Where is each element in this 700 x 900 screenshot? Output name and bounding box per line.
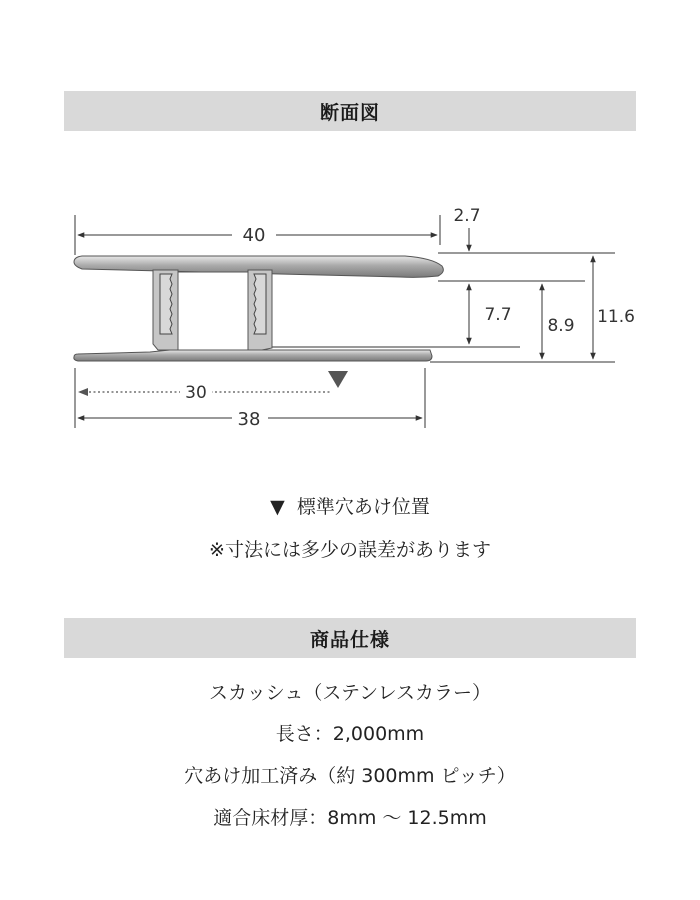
dim-label-30: 30 xyxy=(185,383,207,403)
marker-label: 標準穴あけ位置 xyxy=(296,496,430,518)
hole-marker-legend xyxy=(0,492,700,519)
dim-label-2-7: 2.7 xyxy=(453,206,481,226)
dim-label-11-6: 11.6 xyxy=(597,307,635,327)
marker-symbol: ▼ xyxy=(270,496,285,518)
spec-item-color: スカッシュ（ステンレスカラー） xyxy=(208,682,492,704)
section-header-spec xyxy=(64,618,636,658)
dim-label-38: 38 xyxy=(237,409,261,430)
spec-item-holes: 穴あけ加工済み（約 300mm ピッチ） xyxy=(184,765,516,787)
dim-label-40: 40 xyxy=(242,225,266,246)
spec-item-length: 長さ：2,000mm xyxy=(275,723,425,745)
spec-item-floor-thickness: 適合床材厚：8mm ～ 12.5mm xyxy=(213,807,487,829)
dim-label-8-9: 8.9 xyxy=(547,316,575,336)
section-title: 断面図 xyxy=(319,101,380,124)
section-header-cross-section xyxy=(64,91,636,131)
inner-channel xyxy=(178,272,248,350)
dim-label-7-7: 7.7 xyxy=(484,305,512,325)
section-title: 商品仕様 xyxy=(309,628,390,651)
hole-marker-icon xyxy=(328,371,348,388)
tolerance-note: ※寸法には多少の誤差があります xyxy=(209,539,491,561)
cross-section-diagram xyxy=(0,190,700,450)
